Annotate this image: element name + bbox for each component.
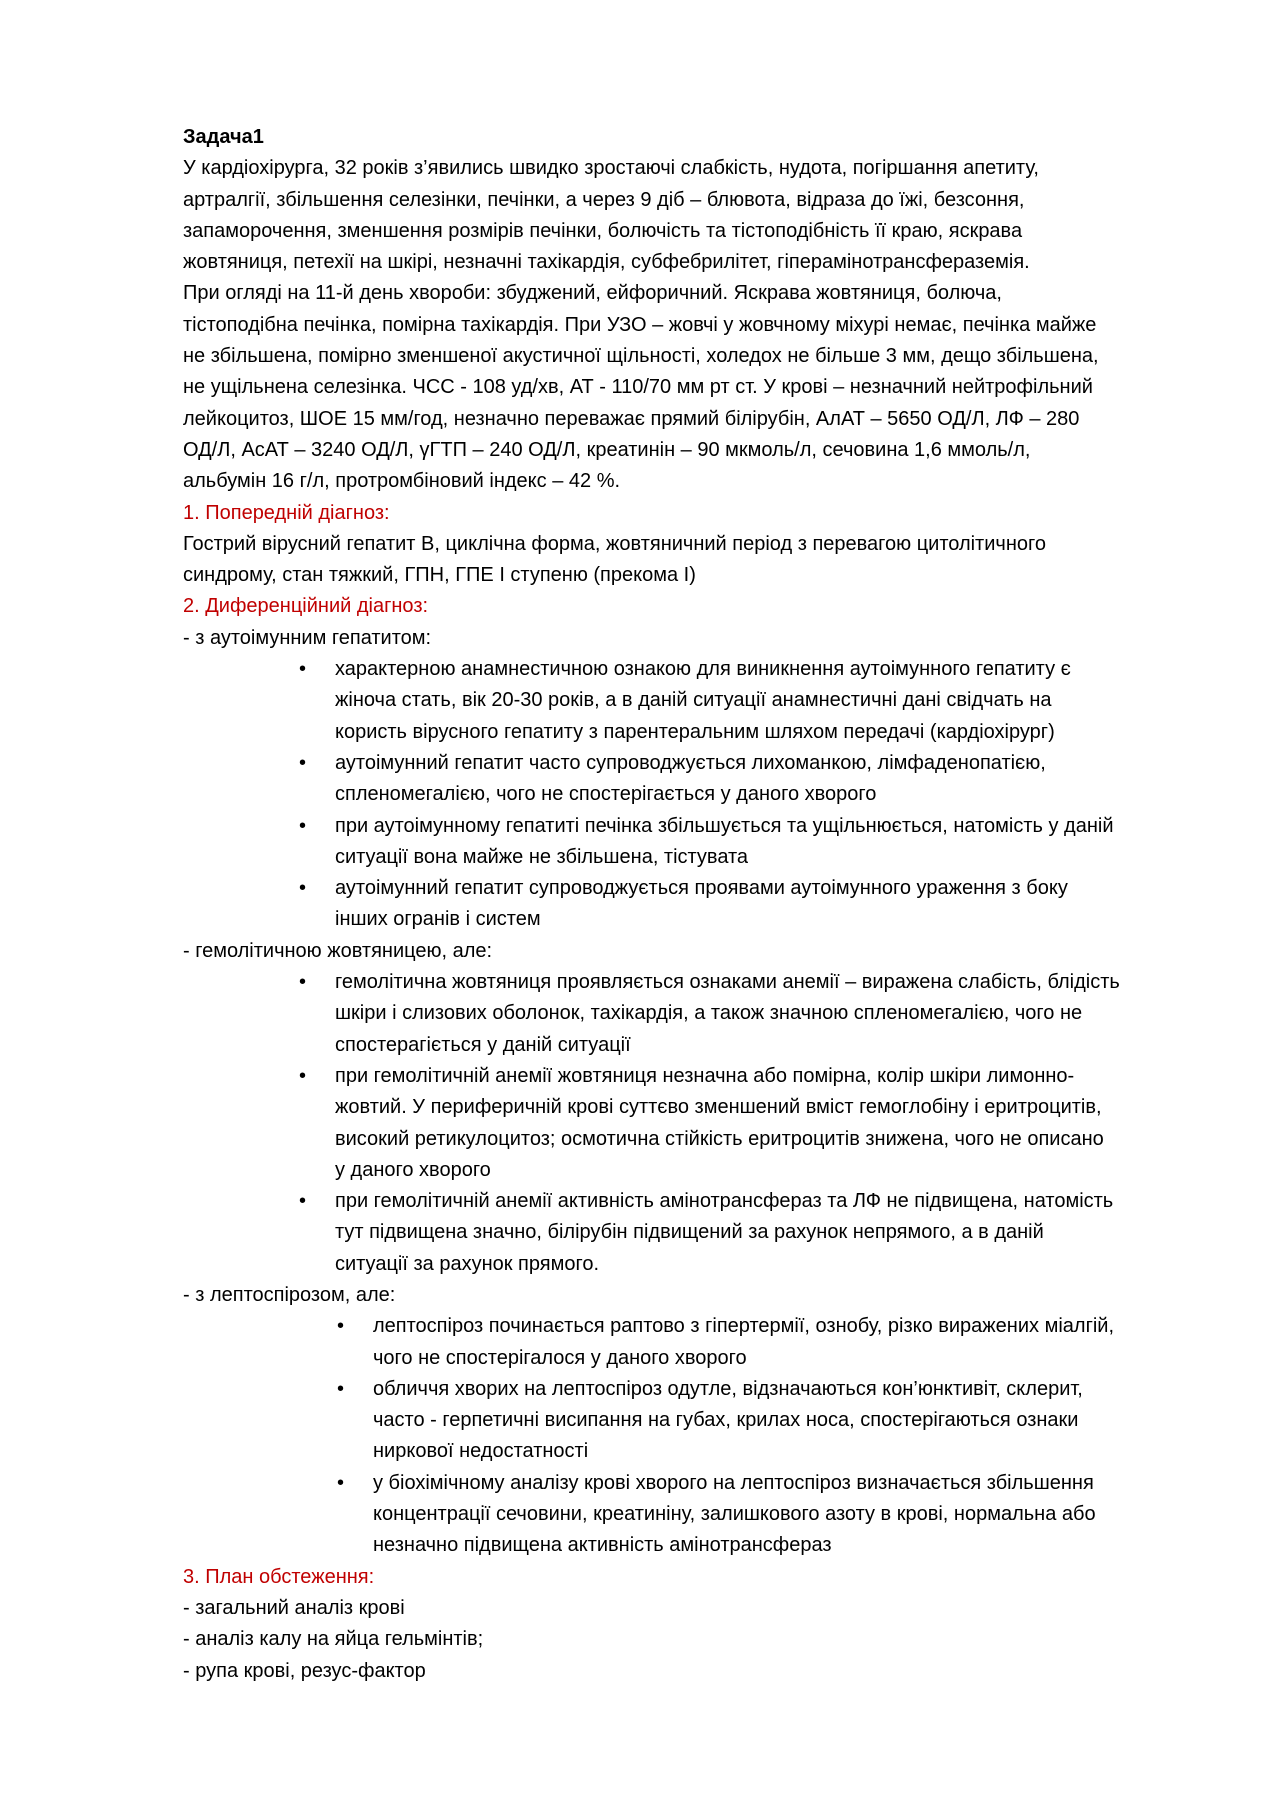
- task-title: Задача1: [183, 126, 264, 148]
- case-line: не ущільнена селезінка. ЧСС - 108 уд/хв, АТ - 110/70 мм рт ст. У крові – незначний нейтрофільний: [183, 376, 1093, 399]
- bullet-line: жіноча стать, вік 20-30 років, а в даній ситуації анамнестичні дані свідчать на: [335, 689, 1052, 712]
- bullet-list: [183, 967, 1203, 1280]
- case-line: артралгії, збільшення селезінки, печінки, а через 9 діб – блювота, відраза до їжі, безсоння,: [183, 188, 1025, 211]
- case-line: При огляді на 11-й день хвороби: збуджений, ейфоричний. Яскрава жовтяниця, болюча,: [183, 282, 1002, 305]
- bullet-icon: •: [299, 1190, 307, 1213]
- bullet-line: при гемолітичній анемії жовтяниця незначна або помірна, колір шкіри лимонно-: [335, 1064, 1075, 1087]
- bullet-line: обличчя хворих на лептоспіроз одутле, відзначаються кон’юнктивіт, склерит,: [373, 1377, 1083, 1400]
- case-line: альбумін 16 г/л, протромбіновий індекс – 42 %.: [183, 470, 621, 493]
- list-item: [299, 1061, 1203, 1186]
- preliminary-diagnosis-heading: 1. Попередній діагноз:: [183, 501, 390, 524]
- bullet-line: ситуації вона майже не збільшена, тістувата: [335, 845, 749, 868]
- list-item: [299, 748, 1203, 811]
- bullet-line: інших огранів і систем: [335, 908, 541, 931]
- list-item: [337, 1468, 1203, 1562]
- bullet-line: ситуації за рахунок прямого.: [335, 1252, 600, 1275]
- differential-group-autoimmune: [183, 623, 1203, 936]
- bullet-icon: •: [299, 751, 307, 774]
- document-body: [183, 122, 1203, 1687]
- bullet-icon: •: [337, 1471, 345, 1494]
- bullet-icon: •: [299, 971, 307, 994]
- case-line: жовтяниця, петехії на шкірі, незначні тахікардія, субфебрилітет, гіперамінотрансфераземія.: [183, 251, 1030, 274]
- list-item: [299, 873, 1203, 936]
- list-item: [299, 811, 1203, 874]
- case-line: лейкоцитоз, ШОЕ 15 мм/год, незначно переважає прямий білірубін, АлАТ – 5650 ОД/Л, ЛФ – 280: [183, 407, 1080, 430]
- bullet-line: незначно підвищена активність амінотрансфераз: [373, 1534, 832, 1557]
- list-item: [299, 654, 1203, 748]
- list-item: [299, 967, 1203, 1061]
- bullet-line: користь вірусного гепатиту з парентеральним шляхом передачі (кардіохірург): [335, 720, 1055, 743]
- differential-group-hemolytic: [183, 936, 1203, 1280]
- bullet-icon: •: [337, 1377, 345, 1400]
- bullet-line: концентрації сечовини, креатиніну, залишкового азоту в крові, нормальна або: [373, 1503, 1096, 1526]
- preliminary-diagnosis-text: [183, 529, 1203, 592]
- group-label: - з аутоімунним гепатитом:: [183, 626, 432, 649]
- bullet-line: тут підвищена значно, білірубін підвищений за рахунок непрямого, а в даній: [335, 1221, 1044, 1244]
- bullet-icon: •: [337, 1315, 345, 1338]
- case-line: не збільшена, помірно зменшеної акустичної щільності, холедох не більше 3 мм, дещо збільшена,: [183, 345, 1099, 368]
- diagnosis-line: синдрому, стан тяжкий, ГПН, ГПЕ І ступеню (прекома І): [183, 564, 696, 587]
- group-label: - з лептоспірозом, але:: [183, 1283, 396, 1306]
- list-item: [337, 1374, 1203, 1468]
- bullet-icon: •: [299, 877, 307, 900]
- bullet-icon: •: [299, 1064, 307, 1087]
- bullet-line: спленомегалією, чого не спостерігається у даного хворого: [335, 783, 877, 806]
- list-item: - рупа крові, резус-фактор: [183, 1659, 426, 1682]
- bullet-icon: •: [299, 658, 307, 681]
- bullet-line: аутоімунний гепатит часто супроводжується лихоманкою, лімфаденопатією,: [335, 751, 1046, 774]
- bullet-line: аутоімунний гепатит супроводжується проявами аутоімунного ураження з боку: [335, 877, 1068, 900]
- bullet-icon: •: [299, 814, 307, 837]
- case-line: запаморочення, зменшення розмірів печінки, болючість та тістоподібність її краю, яскрава: [183, 219, 1023, 242]
- bullet-line: ниркової недостатності: [373, 1440, 589, 1463]
- group-label: - гемолітичною жовтяницею, але:: [183, 939, 493, 962]
- bullet-line: шкіри і слизових оболонок, тахікардія, а також значною спленомегалією, чого не: [335, 1002, 1083, 1025]
- bullet-line: при аутоімунному гепатиті печінка збільшується та ущільнюється, натомість у даній: [335, 814, 1114, 837]
- bullet-list: [183, 654, 1203, 936]
- list-item: [299, 1186, 1203, 1280]
- list-item: - загальний аналіз крові: [183, 1596, 405, 1619]
- diagnosis-line: Гострий вірусний гепатит В, циклічна форма, жовтяничний період з перевагою цитолітичного: [183, 532, 1046, 555]
- bullet-line: часто - герпетичні висипання на губах, крилах носа, спостерігаються ознаки: [373, 1409, 1079, 1432]
- bullet-line: у даного хворого: [335, 1158, 491, 1181]
- list-item: [337, 1311, 1203, 1374]
- differential-diagnosis-heading: 2. Диференційний діагноз:: [183, 595, 429, 618]
- bullet-list: [183, 1311, 1203, 1561]
- case-description: [183, 153, 1203, 497]
- bullet-line: спостерагіється у даній ситуації: [335, 1033, 631, 1056]
- bullet-line: гемолітична жовтяниця проявляється ознаками анемії – виражена слабість, блідість: [335, 971, 1120, 994]
- differential-group-leptospirosis: [183, 1280, 1203, 1562]
- bullet-line: лептоспіроз починається раптово з гіпертермії, ознобу, різко виражених міалгій,: [373, 1315, 1115, 1338]
- examination-plan-heading: 3. План обстеження:: [183, 1565, 375, 1588]
- examination-plan-list: [183, 1593, 1203, 1687]
- bullet-line: жовтий. У периферичній крові суттєво зменшений вміст гемоглобіну і еритроцитів,: [335, 1096, 1102, 1119]
- bullet-line: при гемолітичній анемії активність амінотрансфераз та ЛФ не підвищена, натомість: [335, 1190, 1114, 1213]
- bullet-line: високий ретикулоцитоз; осмотична стійкість еритроцитів знижена, чого не описано: [335, 1127, 1104, 1150]
- bullet-line: чого не спостерігалося у даного хворого: [373, 1346, 747, 1369]
- case-line: ОД/Л, АсАТ – 3240 ОД/Л, γГТП – 240 ОД/Л, креатинін – 90 мкмоль/л, сечовина 1,6 ммоль/л,: [183, 438, 1031, 461]
- case-line: тістоподібна печінка, помірна тахікардія. При УЗО – жовчі у жовчному міхурі немає, печінка майже: [183, 313, 1097, 336]
- list-item: - аналіз калу на яйца гельмінтів;: [183, 1628, 484, 1651]
- bullet-line: характерною анамнестичною ознакою для виникнення аутоімунного гепатиту є: [335, 658, 1071, 681]
- bullet-line: у біохімічному аналізу крові хворого на лептоспіроз визначається збільшення: [373, 1471, 1094, 1494]
- case-line: У кардіохірурга, 32 років з’явились швидко зростаючі слабкість, нудота, погіршання апетиту,: [183, 157, 1039, 180]
